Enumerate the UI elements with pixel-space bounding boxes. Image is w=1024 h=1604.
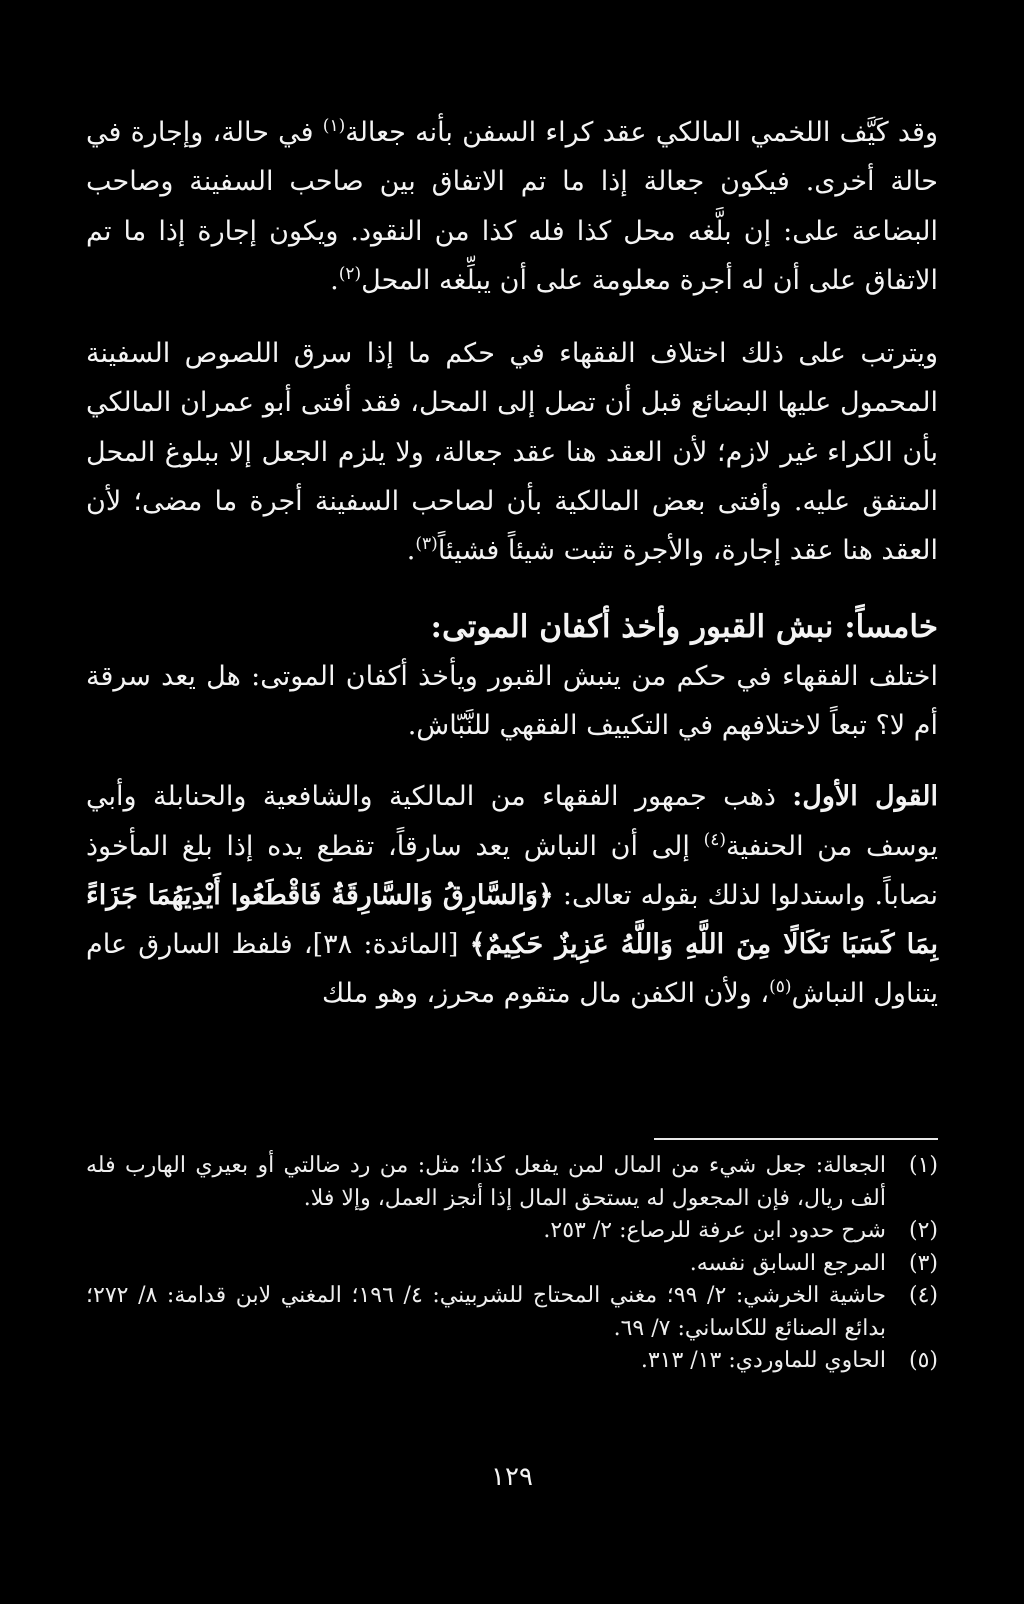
first-opinion-text-more: ، فلفظ السارق عام يتناول النباش <box>86 929 938 1010</box>
footnote-number: (١) <box>908 1153 938 1178</box>
page-body <box>86 108 938 1019</box>
first-opinion-text: ذهب جمهور الفقهاء من المالكية والشافعية والحنابلة وأبي يوسف من الحنفية <box>86 781 938 862</box>
footnote-ref-3[interactable]: (٣) <box>415 534 438 555</box>
page-number: ١٢٩ <box>491 1462 533 1492</box>
footnote-ref-1[interactable]: (١) <box>322 116 346 136</box>
first-opinion-label: القول الأول: <box>792 781 938 813</box>
footnote-number: (٣) <box>908 1250 938 1276</box>
footnote-item <box>86 1345 938 1378</box>
footnote-ref-2[interactable]: (٢) <box>338 263 362 284</box>
footnote-text: حاشية الخرشي: ٢/ ٩٩؛ مغني المحتاج للشربيني: ٤/ ١٩٦؛ المغني لابن قدامة: ٨/ ٢٧٢؛ بدائع الصنائع للكاساني: ٧/ ٦٩. <box>86 1283 887 1341</box>
quran-verse: ﴿وَالسَّارِقُ وَالسَّارِقَةُ فَاقْطَعُوا أَيْدِيَهُمَا جَزَاءً بِمَا كَسَبَا نَكَالًا مِنَ اللَّهِ وَاللَّهُ عَزِيزٌ حَكِيمٌ﴾ <box>86 879 938 961</box>
section-intro: اختلف الفقهاء في حكم من ينبش القبور ويأخذ أكفان الموتى: هل يعد سرقة أم لا؟ تبعاً لاختلافهم في التكييف الفقهي للنَّبّاش. <box>86 660 938 741</box>
first-opinion-text-cont: إلى أن النباش يعد سارقاً، تقطع يده إذا بلغ المأخوذ نصاباً. واستدلوا لذلك بقوله تعالى: <box>86 830 938 911</box>
footnote-item <box>86 1280 938 1345</box>
paragraph-1-text: وقد كَيَّف اللخمي المالكي عقد كراء السفن بأنه جعالة <box>345 117 938 148</box>
paragraph-2-end: . <box>406 535 416 567</box>
paragraph-2 <box>86 329 938 575</box>
paragraph-1 <box>86 108 938 305</box>
paragraph-1-end: . <box>330 264 339 296</box>
first-opinion <box>86 772 938 1018</box>
footnote-text: شرح حدود ابن عرفة للرصاع: ٢/ ٢٥٣. <box>543 1218 886 1243</box>
paragraph-2-text: ويترتب على ذلك اختلاف الفقهاء في حكم ما إذا سرق اللصوص السفينة المحمول عليها البضائع قبل أن تصل إلى المحل، فقد أفتى أبو عمران المالكي بأن الكراء غير لازم؛ لأن العقد هنا عقد جعالة، ولا يلزم الجعل إلا ببلوغ المحل المتفق عليه. وأفتى بعض المالكية بأن لصاحب السفينة أجرة ما مضى؛ لأن العقد هنا عقد إجارة، والأجرة تثبت شيئاً فشيئاً <box>86 338 938 567</box>
first-opinion-text-end: ، ولأن الكفن مال متقوم محرز، وهو ملك <box>322 978 770 1010</box>
footnote-item <box>86 1150 938 1215</box>
footnote-item <box>86 1248 938 1281</box>
footnote-text: المرجع السابق نفسه. <box>689 1250 886 1276</box>
footnote-number: (٤) <box>908 1283 938 1308</box>
footnote-text: الجعالة: جعل شيء من المال لمن يفعل كذا؛ مثل: من رد ضالتي أو بعيري الهارب فله ألف ريال، فإن المجعول له يستحق المال إذا أنجز العمل، وإلا فلا. <box>86 1153 886 1211</box>
footnote-text: الحاوي للماوردي: ١٣/ ٣١٣. <box>640 1348 886 1373</box>
section-heading: خامساً: نبش القبور وأخذ أكفان الموتى: <box>430 608 938 645</box>
footnotes-list <box>86 1150 938 1378</box>
footnote-divider <box>654 1138 938 1140</box>
verse-citation: [المائدة: ٣٨] <box>312 929 470 961</box>
footnote-number: (٥) <box>908 1348 938 1373</box>
paragraph-1-text-cont: في حالة، وإجارة في حالة أخرى. فيكون جعالة إذا ما تم الاتفاق بين صاحب السفينة وصاحب البضاعة على: إن بلَّغه محل كذا فله كذا من النقود. ويكون إجارة إذا ما تم الاتفاق على أن له أجرة معلومة على أن يبلِّغه المحل <box>86 117 938 296</box>
footnote-item <box>86 1215 938 1248</box>
footnote-ref-5[interactable]: (٥) <box>769 977 792 998</box>
footnote-ref-4[interactable]: (٤) <box>703 829 726 850</box>
footnote-number: (٢) <box>908 1218 938 1243</box>
